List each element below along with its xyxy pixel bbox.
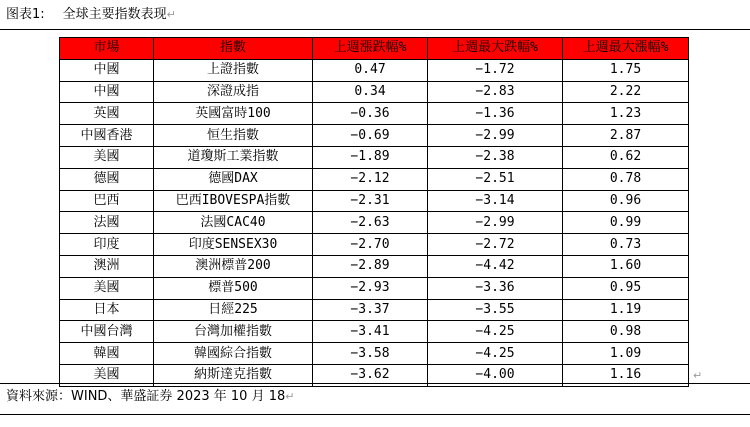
cell-weekly-change: −2.63	[313, 212, 428, 234]
cell-weekly-change: −3.62	[313, 364, 428, 386]
cell-weekly-change: −2.31	[313, 190, 428, 212]
cell-weekly-max-gain: 1.19	[563, 299, 689, 321]
cell-weekly-max-drop: −4.42	[428, 255, 563, 277]
table-bottom-rule	[0, 383, 750, 384]
cell-weekly-max-gain: 0.98	[563, 321, 689, 343]
table-end-mark-icon: ↵	[693, 369, 703, 382]
table-row	[60, 146, 689, 168]
table-row	[60, 168, 689, 190]
cell-weekly-max-gain: 1.60	[563, 255, 689, 277]
cell-index: 標普500	[154, 277, 313, 299]
figure-label: 图表1:	[6, 7, 45, 22]
header-index: 指數	[154, 38, 313, 60]
cell-weekly-change: −0.69	[313, 125, 428, 147]
table-row	[60, 255, 689, 277]
header-weekly-max-drop: 上週最大跌幅%	[428, 38, 563, 60]
cell-index: 法國CAC40	[154, 212, 313, 234]
cell-weekly-max-drop: −4.00	[428, 364, 563, 386]
header-market: 市場	[60, 38, 154, 60]
cell-market: 中國	[60, 81, 154, 103]
table-row	[60, 59, 689, 81]
cell-market: 英國	[60, 103, 154, 125]
cell-market: 德國	[60, 168, 154, 190]
cell-index: 上證指數	[154, 59, 313, 81]
cell-market: 美國	[60, 364, 154, 386]
cell-weekly-max-drop: −4.25	[428, 343, 563, 365]
cell-index: 日經225	[154, 299, 313, 321]
cell-weekly-change: 0.47	[313, 59, 428, 81]
cell-weekly-max-gain: 2.22	[563, 81, 689, 103]
cell-weekly-max-gain: 1.16	[563, 364, 689, 386]
cell-index: 巴西IBOVESPA指數	[154, 190, 313, 212]
cell-weekly-max-drop: −4.25	[428, 321, 563, 343]
cell-weekly-change: −2.70	[313, 234, 428, 256]
table-row	[60, 321, 689, 343]
cell-weekly-max-gain: 0.73	[563, 234, 689, 256]
table-row	[60, 299, 689, 321]
cell-weekly-max-gain: 0.78	[563, 168, 689, 190]
paragraph-mark-icon: ↵	[166, 8, 176, 21]
cell-weekly-max-gain: 1.23	[563, 103, 689, 125]
cell-weekly-change: −0.36	[313, 103, 428, 125]
cell-weekly-max-drop: −1.36	[428, 103, 563, 125]
cell-weekly-max-drop: −2.99	[428, 212, 563, 234]
cell-index: 澳洲標普200	[154, 255, 313, 277]
cell-market: 中國台灣	[60, 321, 154, 343]
cell-weekly-max-gain: 1.75	[563, 59, 689, 81]
source-text: 資料來源：WIND、華盛証券 2023 年 10 月 18	[6, 389, 286, 404]
table-row	[60, 234, 689, 256]
table-row	[60, 81, 689, 103]
cell-market: 韓國	[60, 343, 154, 365]
cell-weekly-change: −1.89	[313, 146, 428, 168]
cell-market: 印度	[60, 234, 154, 256]
cell-weekly-change: −3.37	[313, 299, 428, 321]
cell-weekly-max-gain: 2.87	[563, 125, 689, 147]
cell-weekly-change: 0.34	[313, 81, 428, 103]
cell-index: 英國富時100	[154, 103, 313, 125]
cell-weekly-max-drop: −3.55	[428, 299, 563, 321]
cell-weekly-max-drop: −2.99	[428, 125, 563, 147]
cell-market: 澳洲	[60, 255, 154, 277]
cell-weekly-max-drop: −1.72	[428, 59, 563, 81]
cell-weekly-max-drop: −3.36	[428, 277, 563, 299]
cell-index: 台灣加權指數	[154, 321, 313, 343]
cell-index: 恒生指數	[154, 125, 313, 147]
cell-market: 美國	[60, 277, 154, 299]
table-row	[60, 125, 689, 147]
table-row	[60, 343, 689, 365]
bottom-rule	[0, 414, 750, 415]
cell-weekly-change: −2.89	[313, 255, 428, 277]
cell-weekly-max-gain: 0.99	[563, 212, 689, 234]
cell-market: 中國	[60, 59, 154, 81]
header-weekly-change: 上週漲跌幅%	[313, 38, 428, 60]
cell-market: 法國	[60, 212, 154, 234]
cell-weekly-change: −3.58	[313, 343, 428, 365]
source-note	[6, 388, 294, 406]
cell-weekly-max-gain: 0.96	[563, 190, 689, 212]
table-row	[60, 277, 689, 299]
cell-index: 印度SENSEX30	[154, 234, 313, 256]
cell-weekly-max-drop: −2.83	[428, 81, 563, 103]
table-row	[60, 212, 689, 234]
cell-weekly-max-gain: 0.62	[563, 146, 689, 168]
figure-title-text: 全球主要指数表现	[62, 7, 167, 22]
cell-weekly-max-gain: 1.09	[563, 343, 689, 365]
cell-weekly-max-drop: −2.38	[428, 146, 563, 168]
cell-market: 中國香港	[60, 125, 154, 147]
figure-title	[6, 6, 176, 24]
cell-market: 美國	[60, 146, 154, 168]
cell-index: 道瓊斯工業指數	[154, 146, 313, 168]
cell-weekly-max-drop: −3.14	[428, 190, 563, 212]
index-performance-table	[59, 37, 689, 387]
cell-index: 德國DAX	[154, 168, 313, 190]
cell-weekly-change: −2.93	[313, 277, 428, 299]
table-header-row	[60, 38, 689, 60]
cell-weekly-max-gain: 0.95	[563, 277, 689, 299]
top-rule	[0, 29, 750, 30]
cell-index: 韓國綜合指數	[154, 343, 313, 365]
header-weekly-max-gain: 上週最大漲幅%	[563, 38, 689, 60]
cell-weekly-change: −2.12	[313, 168, 428, 190]
cell-index: 深證成指	[154, 81, 313, 103]
cell-weekly-max-drop: −2.51	[428, 168, 563, 190]
cell-weekly-max-drop: −2.72	[428, 234, 563, 256]
table-row	[60, 103, 689, 125]
table-row	[60, 190, 689, 212]
cell-market: 巴西	[60, 190, 154, 212]
cell-index: 納斯達克指數	[154, 364, 313, 386]
cell-market: 日本	[60, 299, 154, 321]
paragraph-mark-icon: ↵	[285, 390, 295, 403]
cell-weekly-change: −3.41	[313, 321, 428, 343]
